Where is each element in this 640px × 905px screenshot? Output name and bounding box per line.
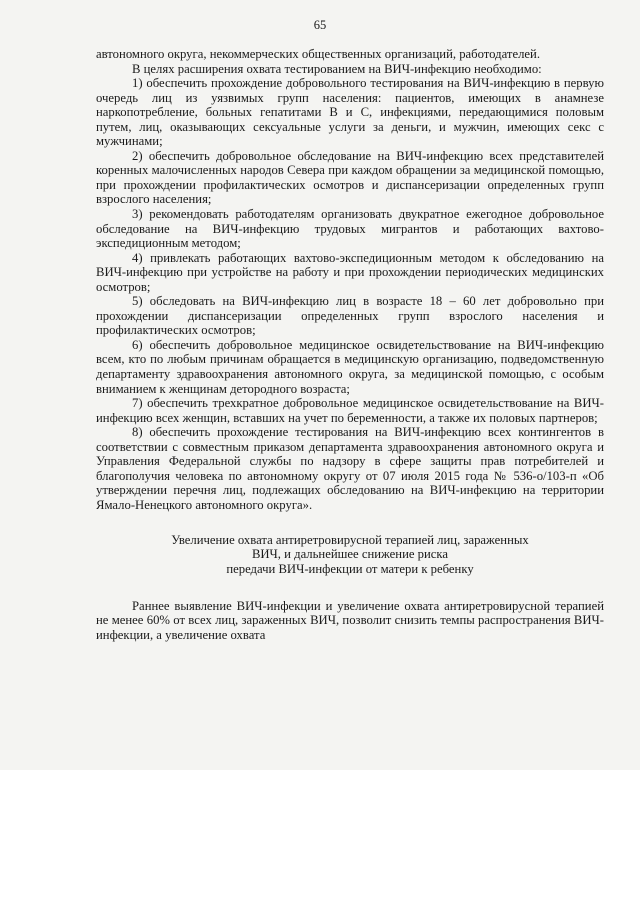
list-item-6: 6) обеспечить добровольное медицинское освидетельствование на ВИЧ-инфекцию всем, кто по любым причинам обращается в медицинскую организацию, подведомственную департаменту здравоохранения автономного округа, за медицинской помощью, с особым вниманием к женщинам детородного возраста; bbox=[96, 337, 604, 396]
page-number: 65 bbox=[313, 18, 327, 32]
section-heading-line-1: Увеличение охвата антиретровирусной терапией лиц, зараженных bbox=[171, 532, 529, 547]
list-item-3: 3) рекомендовать работодателям организовать двукратное ежегодное добровольное обследование на ВИЧ-инфекцию трудовых мигрантов и работающих вахтово-экспедиционным методом; bbox=[96, 207, 604, 251]
paragraph-closing: Раннее выявление ВИЧ-инфекции и увеличение охвата антиретровирусной терапией не менее 60% от всех лиц, зараженных ВИЧ, позволит снизить темпы распространения ВИЧ-инфекции, а увеличение охвата bbox=[96, 598, 604, 642]
document-body bbox=[96, 47, 604, 643]
list-item-2: 2) обеспечить добровольное обследование на ВИЧ-инфекцию всех представителей коренных малочисленных народов Севера при каждом обращении за медицинской помощью, при прохождении профилактических осмотров и диспансеризации определенных групп взрослого населения; bbox=[96, 148, 604, 207]
section-heading bbox=[96, 533, 604, 577]
list-item-8: 8) обеспечить прохождение тестирования на ВИЧ-инфекцию всех контингентов в соответствии с совместным приказом департамента здравоохранения автономного округа и Управления Федеральной службы по надзору в сфере защиты прав потребителей и благополучия человека по автономному округу от 07 июля 2015 года № 536-о/103-п «Об утверждении перечня лиц, подлежащих обследованию на ВИЧ-инфекцию на территории Ямало-Ненецкого автономного округа». bbox=[96, 425, 604, 512]
paragraph-intro: В целях расширения охвата тестированием на ВИЧ-инфекцию необходимо: bbox=[132, 61, 542, 76]
section-heading-line-2: ВИЧ, и дальнейшее снижение риска bbox=[251, 547, 449, 562]
blank-margin bbox=[0, 770, 640, 905]
list-item-5: 5) обследовать на ВИЧ-инфекцию лиц в возрасте 18 – 60 лет добровольно при прохождении диспансеризации определенных групп взрослого населения и профилактических осмотров; bbox=[96, 294, 604, 338]
list-item-7: 7) обеспечить трехкратное добровольное медицинское освидетельствование на ВИЧ-инфекцию всех женщин, вставших на учет по беременности, а также их половых партнеров; bbox=[96, 396, 604, 425]
paragraph-continuation: автономного округа, некоммерческих общественных организаций, работодателей. bbox=[96, 47, 541, 61]
list-item-4: 4) привлекать работающих вахтово-экспедиционным методом к обследованию на ВИЧ-инфекцию при устройстве на работу и при прохождении периодических медицинских осмотров; bbox=[96, 250, 604, 294]
section-heading-line-3: передачи ВИЧ-инфекции от матери к ребенку bbox=[226, 562, 474, 577]
list-item-1: 1) обеспечить прохождение добровольного тестирования на ВИЧ-инфекцию в первую очередь лиц из уязвимых групп населения: пациентов, имеющих в анамнезе наркопотребление, больных гепатитами В и С, инфекциями, передающимися половым путем, лиц, оказывающих сексуальные услуги за деньги, и мужчин, имеющих секс с мужчинами; bbox=[96, 76, 604, 149]
